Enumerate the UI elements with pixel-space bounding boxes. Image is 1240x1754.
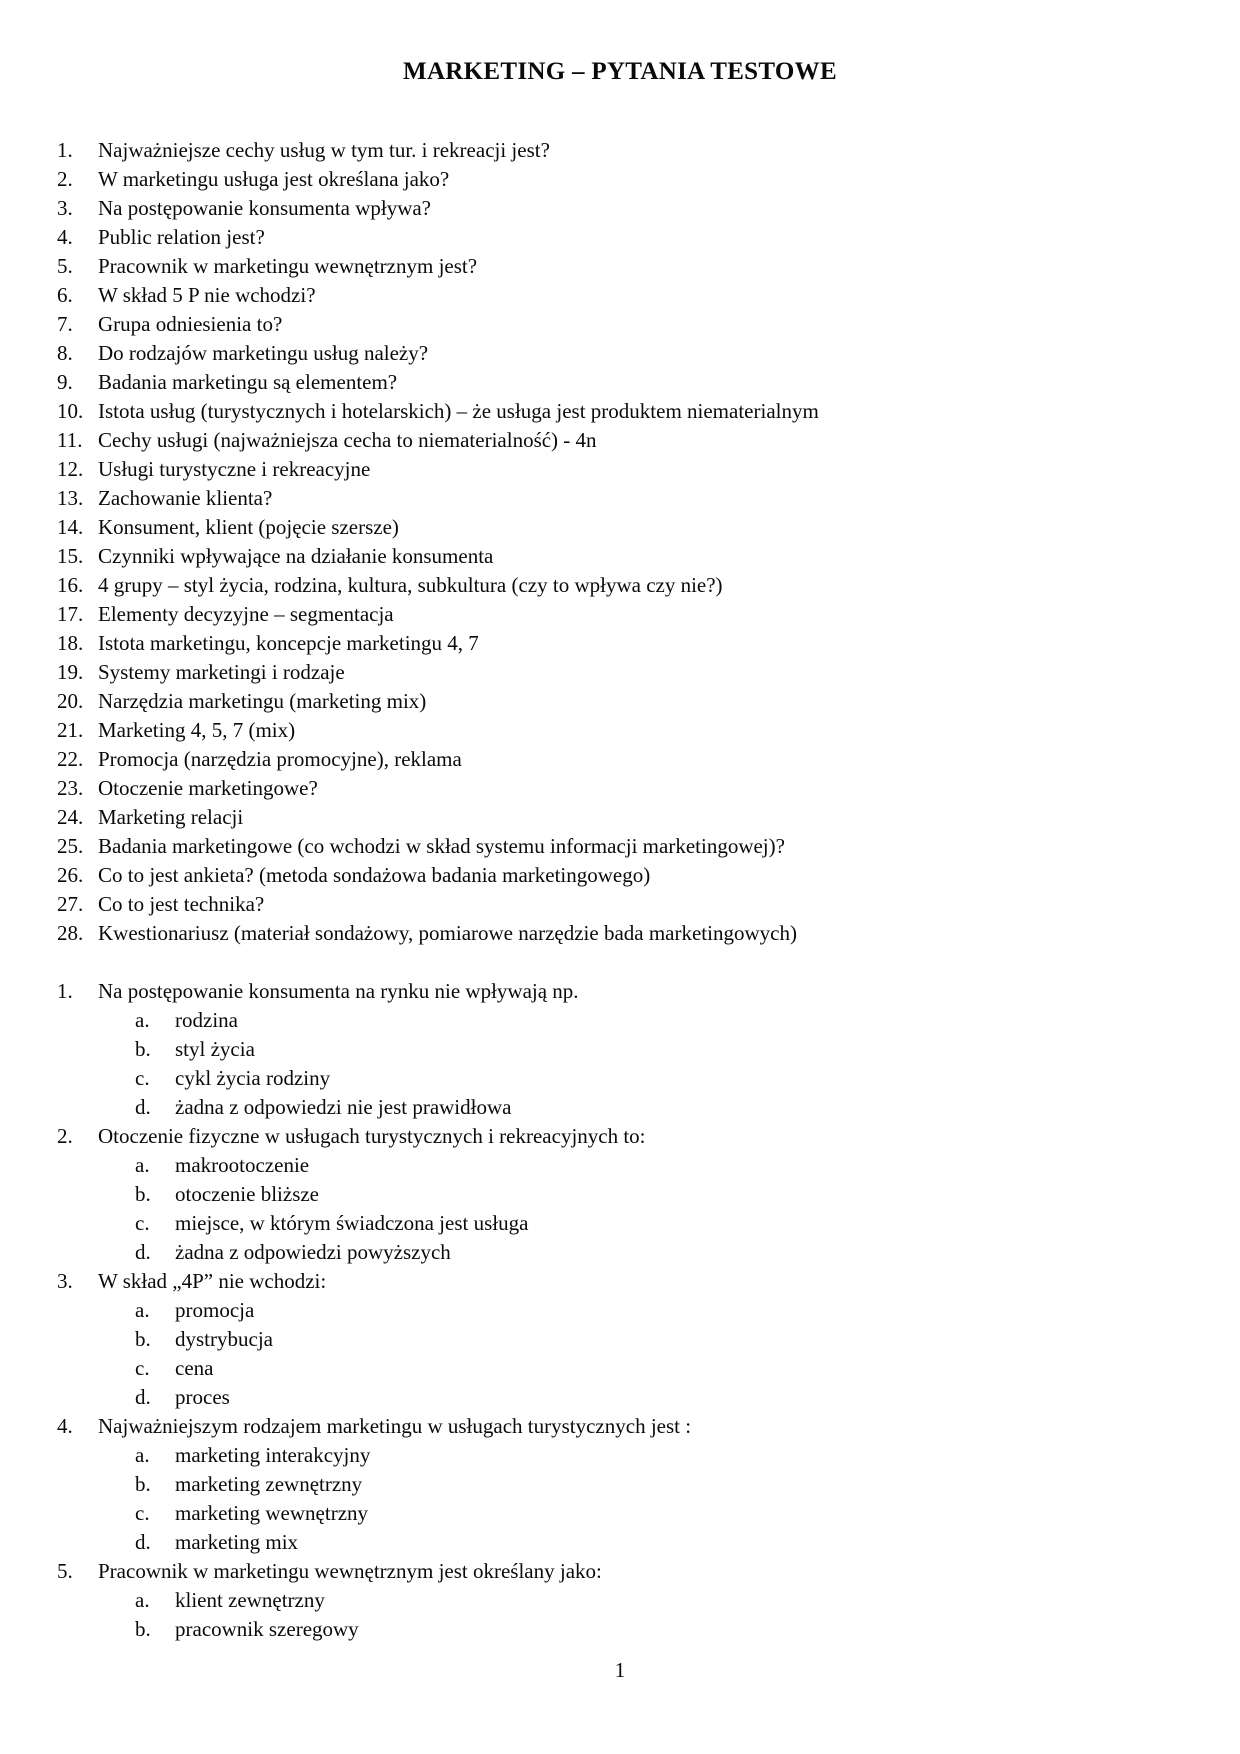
question-number: 3. — [57, 1269, 73, 1293]
option-letter: d. — [135, 1095, 151, 1119]
topic-item — [0, 919, 1240, 948]
option-letter: d. — [135, 1240, 151, 1264]
option-item — [0, 1325, 1240, 1354]
topic-number: 26. — [57, 863, 84, 887]
option-item — [0, 1180, 1240, 1209]
option-letter: a. — [135, 1008, 150, 1032]
topic-text: Systemy marketingi i rodzaje — [98, 660, 345, 684]
topic-item — [0, 571, 1240, 600]
topic-number: 12. — [57, 457, 84, 481]
option-item — [0, 1528, 1240, 1557]
question-item — [0, 977, 1240, 1006]
topic-text: Badania marketingu są elementem? — [98, 370, 398, 394]
option-letter: a. — [135, 1153, 150, 1177]
option-text: styl życia — [175, 1037, 255, 1061]
option-text: miejsce, w którym świadczona jest usługa — [175, 1211, 529, 1235]
option-text: cykl życia rodziny — [175, 1066, 331, 1090]
topic-item — [0, 716, 1240, 745]
option-item — [0, 1151, 1240, 1180]
topic-number: 21. — [57, 718, 84, 742]
topic-number: 24. — [57, 805, 84, 829]
option-text: marketing wewnętrzny — [175, 1501, 369, 1525]
page-number: 1 — [614, 1658, 626, 1682]
topic-item — [0, 484, 1240, 513]
topic-text: Marketing 4, 5, 7 (mix) — [98, 718, 296, 742]
option-letter: a. — [135, 1443, 150, 1467]
topic-text: Co to jest ankieta? (metoda sondażowa badania marketingowego) — [98, 863, 651, 887]
topic-item — [0, 281, 1240, 310]
topic-text: Najważniejsze cechy usług w tym tur. i rekreacji jest? — [98, 138, 550, 162]
topic-number: 7. — [57, 312, 73, 336]
topic-text: Czynniki wpływające na działanie konsumenta — [98, 544, 494, 568]
topic-number: 28. — [57, 921, 84, 945]
topic-item — [0, 194, 1240, 223]
topic-number: 20. — [57, 689, 84, 713]
topic-number: 2. — [57, 167, 73, 191]
topic-text: Elementy decyzyjne – segmentacja — [98, 602, 394, 626]
topic-item — [0, 629, 1240, 658]
option-item — [0, 1470, 1240, 1499]
topic-item — [0, 252, 1240, 281]
option-letter: d. — [135, 1385, 151, 1409]
topic-item — [0, 310, 1240, 339]
option-item — [0, 1093, 1240, 1122]
option-text: proces — [175, 1385, 230, 1409]
option-item — [0, 1499, 1240, 1528]
option-text: pracownik szeregowy — [175, 1617, 359, 1641]
option-letter: d. — [135, 1530, 151, 1554]
topic-item — [0, 832, 1240, 861]
topic-item — [0, 455, 1240, 484]
question-text: Otoczenie fizyczne w usługach turystycznych i rekreacyjnych to: — [98, 1124, 646, 1148]
option-item — [0, 1354, 1240, 1383]
topic-item — [0, 687, 1240, 716]
topic-text: Usługi turystyczne i rekreacyjne — [98, 457, 371, 481]
topic-number: 23. — [57, 776, 84, 800]
topic-number: 17. — [57, 602, 84, 626]
topic-number: 1. — [57, 138, 73, 162]
option-text: marketing zewnętrzny — [175, 1472, 363, 1496]
topic-text: Konsument, klient (pojęcie szersze) — [98, 515, 399, 539]
option-item — [0, 1383, 1240, 1412]
option-text: cena — [175, 1356, 214, 1380]
topic-number: 14. — [57, 515, 84, 539]
topic-item — [0, 397, 1240, 426]
topic-text: 4 grupy – styl życia, rodzina, kultura, subkultura (czy to wpływa czy nie?) — [98, 573, 723, 597]
topic-text: Do rodzajów marketingu usług należy? — [98, 341, 429, 365]
topic-text: Cechy usługi (najważniejsza cecha to niematerialność) - 4n — [98, 428, 597, 452]
topic-number: 27. — [57, 892, 84, 916]
question-text: Pracownik w marketingu wewnętrznym jest określany jako: — [98, 1559, 602, 1583]
topic-item — [0, 136, 1240, 165]
option-item — [0, 1064, 1240, 1093]
option-item — [0, 1238, 1240, 1267]
topic-item — [0, 803, 1240, 832]
option-text: promocja — [175, 1298, 255, 1322]
question-item — [0, 1122, 1240, 1151]
question-text: Najważniejszym rodzajem marketingu w usługach turystycznych jest : — [98, 1414, 692, 1438]
option-letter: c. — [135, 1211, 150, 1235]
question-item — [0, 1557, 1240, 1586]
topic-item — [0, 861, 1240, 890]
option-item — [0, 1441, 1240, 1470]
option-text: żadna z odpowiedzi powyższych — [175, 1240, 451, 1264]
question-number: 2. — [57, 1124, 73, 1148]
option-text: dystrybucja — [175, 1327, 273, 1351]
topic-item — [0, 745, 1240, 774]
option-letter: b. — [135, 1182, 151, 1206]
topic-number: 19. — [57, 660, 84, 684]
topic-number: 13. — [57, 486, 84, 510]
topic-text: Pracownik w marketingu wewnętrznym jest? — [98, 254, 478, 278]
topic-text: Grupa odniesienia to? — [98, 312, 283, 336]
topic-text: Istota marketingu, koncepcje marketingu 4, 7 — [98, 631, 479, 655]
question-number: 1. — [57, 979, 73, 1003]
question-item — [0, 1412, 1240, 1441]
topic-item — [0, 600, 1240, 629]
option-text: makrootoczenie — [175, 1153, 310, 1177]
topic-text: Otoczenie marketingowe? — [98, 776, 318, 800]
option-item — [0, 1006, 1240, 1035]
topic-number: 25. — [57, 834, 84, 858]
topic-number: 6. — [57, 283, 73, 307]
topic-number: 11. — [57, 428, 83, 452]
question-number: 5. — [57, 1559, 73, 1583]
topic-text: Promocja (narzędzia promocyjne), reklama — [98, 747, 462, 771]
option-letter: a. — [135, 1588, 150, 1612]
topic-number: 15. — [57, 544, 84, 568]
topic-item — [0, 426, 1240, 455]
topic-number: 8. — [57, 341, 73, 365]
question-text: W skład „4P” nie wchodzi: — [98, 1269, 327, 1293]
option-text: otoczenie bliższe — [175, 1182, 320, 1206]
question-item — [0, 1267, 1240, 1296]
topic-item — [0, 658, 1240, 687]
option-letter: c. — [135, 1501, 150, 1525]
option-text: żadna z odpowiedzi nie jest prawidłowa — [175, 1095, 512, 1119]
topic-text: Public relation jest? — [98, 225, 265, 249]
option-item — [0, 1586, 1240, 1615]
option-letter: b. — [135, 1037, 151, 1061]
topic-number: 3. — [57, 196, 73, 220]
option-text: marketing interakcyjny — [175, 1443, 371, 1467]
quiz-section — [0, 977, 1240, 1644]
topic-item — [0, 542, 1240, 571]
topic-item — [0, 513, 1240, 542]
topic-number: 9. — [57, 370, 73, 394]
topic-text: W skład 5 P nie wchodzi? — [98, 283, 316, 307]
option-letter: b. — [135, 1472, 151, 1496]
option-letter: c. — [135, 1356, 150, 1380]
option-text: rodzina — [175, 1008, 238, 1032]
option-letter: b. — [135, 1327, 151, 1351]
topic-number: 10. — [57, 399, 84, 423]
page-title: MARKETING – PYTANIA TESTOWE — [403, 58, 837, 85]
topic-text: Istota usług (turystycznych i hotelarskich) – że usługa jest produktem niematerialnym — [98, 399, 819, 423]
topic-item — [0, 368, 1240, 397]
option-item — [0, 1296, 1240, 1325]
topic-text: W marketingu usługa jest określana jako? — [98, 167, 450, 191]
topic-number: 16. — [57, 573, 84, 597]
topic-number: 4. — [57, 225, 73, 249]
option-item — [0, 1615, 1240, 1644]
topic-text: Marketing relacji — [98, 805, 244, 829]
question-text: Na postępowanie konsumenta na rynku nie wpływają np. — [98, 979, 579, 1003]
topic-text: Badania marketingowe (co wchodzi w skład systemu informacji marketingowej)? — [98, 834, 785, 858]
option-text: marketing mix — [175, 1530, 299, 1554]
topic-text: Co to jest technika? — [98, 892, 265, 916]
option-letter: c. — [135, 1066, 150, 1090]
topic-number: 18. — [57, 631, 84, 655]
topic-item — [0, 339, 1240, 368]
topic-text: Kwestionariusz (materiał sondażowy, pomiarowe narzędzie bada marketingowych) — [98, 921, 797, 945]
option-text: klient zewnętrzny — [175, 1588, 325, 1612]
topic-list — [0, 136, 1240, 948]
topic-text: Na postępowanie konsumenta wpływa? — [98, 196, 431, 220]
topic-item — [0, 165, 1240, 194]
option-item — [0, 1035, 1240, 1064]
topic-number: 5. — [57, 254, 73, 278]
topic-item — [0, 223, 1240, 252]
option-letter: b. — [135, 1617, 151, 1641]
option-item — [0, 1209, 1240, 1238]
topic-item — [0, 890, 1240, 919]
option-letter: a. — [135, 1298, 150, 1322]
topic-item — [0, 774, 1240, 803]
question-number: 4. — [57, 1414, 73, 1438]
topic-text: Zachowanie klienta? — [98, 486, 273, 510]
topic-text: Narzędzia marketingu (marketing mix) — [98, 689, 427, 713]
topic-number: 22. — [57, 747, 84, 771]
